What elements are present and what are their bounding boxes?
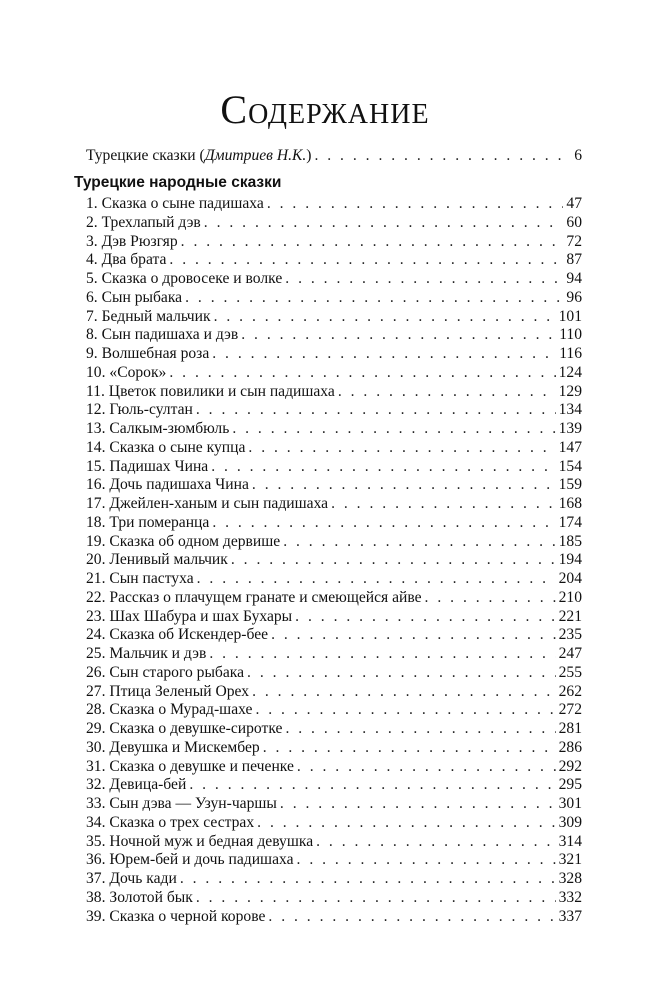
toc-entry[interactable] — [86, 833, 582, 852]
toc-entry[interactable] — [86, 533, 582, 552]
entry-page-number: 321 — [558, 851, 582, 869]
dot-leader — [181, 233, 564, 252]
toc-entry[interactable] — [86, 326, 582, 345]
dot-leader — [248, 439, 555, 458]
toc-list — [86, 195, 582, 926]
entry-title: 37. Дочь кади — [86, 870, 177, 887]
dot-leader — [180, 870, 556, 889]
toc-entry[interactable] — [86, 626, 582, 645]
toc-entry[interactable] — [86, 664, 582, 683]
dot-leader — [263, 739, 556, 758]
intro-label-close: ) — [306, 147, 312, 164]
dot-leader — [316, 833, 555, 852]
toc-entry[interactable] — [86, 758, 582, 777]
toc-entry[interactable] — [86, 308, 582, 327]
dot-leader — [185, 289, 563, 308]
entry-page-number: 60 — [566, 213, 582, 231]
dot-leader — [297, 851, 556, 870]
dot-leader — [212, 345, 556, 364]
entry-title: 31. Сказка о девушке и печенке — [86, 757, 294, 775]
entry-page-number: 47 — [566, 195, 582, 212]
entry-title: 28. Сказка о Мурад-шахе — [86, 701, 253, 719]
intro-page-number: 6 — [574, 147, 582, 164]
entry-page-number: 337 — [558, 907, 582, 925]
entry-page-number: 328 — [558, 870, 582, 887]
dot-leader — [297, 758, 556, 777]
entry-title: 25. Мальчик и дэв — [86, 645, 207, 662]
entry-title: 27. Птица Зеленый Орех — [86, 682, 250, 700]
entry-title: 32. Девица-бей — [86, 776, 187, 794]
entry-title: 23. Шах Шабура и шах Бухары — [86, 607, 293, 625]
entry-page-number: 94 — [566, 270, 582, 287]
dot-leader — [197, 570, 556, 589]
toc-entry[interactable] — [86, 701, 582, 720]
dot-leader — [425, 589, 556, 608]
entry-title: 3. Дэв Рюзгяр — [86, 232, 178, 250]
entry-page-number: 134 — [558, 401, 582, 419]
entry-page-number: 110 — [559, 326, 582, 344]
entry-title: 5. Сказка о дровосеке и волке — [86, 270, 283, 287]
toc-entry[interactable] — [86, 233, 582, 252]
entry-title: 9. Волшебная роза — [86, 345, 210, 362]
toc-entry[interactable] — [86, 570, 582, 589]
entry-title: 34. Сказка о трех сестрах — [86, 813, 255, 831]
toc-entry[interactable] — [86, 720, 582, 739]
toc-entry[interactable] — [86, 364, 582, 383]
entry-title: 14. Сказка о сыне купца — [86, 438, 246, 456]
entry-title: 13. Салкым-зюмбюль — [86, 420, 230, 437]
toc-entry[interactable] — [86, 851, 582, 870]
entry-title: 19. Сказка об одном дервише — [86, 532, 281, 550]
entry-page-number: 116 — [559, 345, 582, 362]
dot-leader — [285, 720, 555, 739]
dot-leader — [283, 533, 555, 552]
toc-entry[interactable] — [86, 870, 582, 889]
entry-page-number: 292 — [558, 757, 582, 775]
dot-leader — [212, 514, 555, 533]
entry-page-number: 301 — [558, 795, 582, 812]
dot-leader — [231, 551, 556, 570]
entry-title: 8. Сын падишаха и дэв — [86, 326, 239, 344]
dot-leader — [257, 814, 555, 833]
dot-leader — [338, 383, 556, 402]
entry-page-number: 96 — [566, 288, 582, 306]
toc-entry[interactable] — [86, 908, 582, 927]
dot-leader — [196, 401, 556, 420]
entry-page-number: 185 — [558, 532, 582, 550]
intro-label — [86, 147, 311, 166]
page-title: Содержание — [220, 87, 430, 132]
entry-page-number: 87 — [566, 251, 582, 269]
entry-page-number: 309 — [558, 813, 582, 831]
entry-title: 1. Сказка о сыне падишаха — [86, 195, 264, 212]
dot-leader — [196, 889, 556, 908]
entry-title: 20. Ленивый мальчик — [86, 551, 228, 569]
entry-page-number: 210 — [558, 588, 582, 606]
toc-entry[interactable] — [86, 383, 582, 402]
entry-title: 24. Сказка об Искендер-бее — [86, 626, 269, 644]
intro-author: Дмитриев Н.К. — [204, 147, 307, 164]
entry-page-number: 262 — [558, 682, 582, 700]
dot-leader — [189, 776, 555, 795]
entry-title: 16. Дочь падишаха Чина — [86, 476, 249, 494]
entry-page-number: 159 — [558, 476, 582, 494]
entry-page-number: 255 — [558, 663, 582, 681]
toc-entry[interactable] — [86, 551, 582, 570]
dot-leader — [169, 364, 555, 383]
entry-title: 4. Два брата — [86, 251, 167, 269]
toc-entry[interactable] — [86, 251, 582, 270]
toc-entry[interactable] — [86, 608, 582, 627]
entry-page-number: 286 — [558, 738, 582, 756]
entry-page-number: 272 — [558, 701, 582, 719]
dot-leader — [241, 326, 556, 345]
toc-entry[interactable] — [86, 795, 582, 814]
dot-leader — [169, 251, 563, 270]
entry-page-number: 247 — [558, 645, 582, 662]
toc-entry[interactable] — [86, 458, 582, 477]
toc-entry[interactable] — [86, 739, 582, 758]
toc-entry[interactable] — [86, 345, 582, 364]
entry-title: 7. Бедный мальчик — [86, 307, 211, 325]
entry-page-number: 124 — [558, 363, 582, 381]
entry-page-number: 204 — [558, 570, 582, 587]
toc-entry[interactable] — [86, 514, 582, 533]
entry-page-number: 129 — [558, 382, 582, 400]
entry-page-number: 295 — [558, 776, 582, 794]
dot-leader — [214, 308, 556, 327]
dot-leader — [314, 147, 571, 166]
entry-title: 15. Падишах Чина — [86, 457, 209, 475]
entry-page-number: 101 — [558, 307, 582, 325]
dot-leader — [268, 908, 555, 927]
toc-entry[interactable] — [86, 814, 582, 833]
dot-leader — [204, 214, 564, 233]
entry-title: 22. Рассказ о плачущем гранате и смеющейся айве — [86, 588, 422, 606]
entry-title: 39. Сказка о черной корове — [86, 907, 266, 925]
dot-leader — [232, 420, 555, 439]
entry-page-number: 221 — [558, 607, 582, 625]
entry-title: 10. «Сорок» — [86, 363, 167, 381]
entry-title: 11. Цветок повилики и сын падишаха — [86, 382, 335, 400]
dot-leader — [295, 608, 555, 627]
entry-page-number: 139 — [558, 420, 582, 437]
toc-intro-entry[interactable] — [86, 147, 582, 166]
dot-leader — [267, 195, 564, 214]
toc-entry[interactable] — [86, 476, 582, 495]
dot-leader — [209, 645, 555, 664]
dot-leader — [211, 458, 555, 477]
toc-entry[interactable] — [86, 589, 582, 608]
toc-entry[interactable] — [86, 214, 582, 233]
toc-entry[interactable] — [86, 776, 582, 795]
dot-leader — [247, 664, 556, 683]
entry-title: 30. Девушка и Мискембер — [86, 738, 260, 756]
entry-page-number: 194 — [558, 551, 582, 569]
toc-entry[interactable] — [86, 420, 582, 439]
entry-title: 36. Юрем-бей и дочь падишаха — [86, 851, 294, 869]
dot-leader — [331, 495, 556, 514]
entry-title: 21. Сын пастуха — [86, 570, 194, 587]
toc-entry[interactable] — [86, 889, 582, 908]
dot-leader — [285, 270, 563, 289]
entry-title: 26. Сын старого рыбака — [86, 663, 245, 681]
entry-title: 38. Золотой бык — [86, 888, 193, 906]
entry-page-number: 154 — [558, 457, 582, 475]
toc-entry[interactable] — [86, 270, 582, 289]
dot-leader — [271, 626, 556, 645]
entry-title: 29. Сказка о девушке-сиротке — [86, 720, 283, 737]
entry-title: 18. Три померанца — [86, 513, 210, 531]
section-heading: Турецкие народные сказки — [74, 174, 282, 191]
toc-entry[interactable] — [86, 439, 582, 458]
toc-entry[interactable] — [86, 401, 582, 420]
entry-page-number: 168 — [558, 495, 582, 512]
dot-leader — [252, 683, 556, 702]
toc-entry[interactable] — [86, 289, 582, 308]
dot-leader — [252, 476, 556, 495]
entry-page-number: 72 — [566, 232, 582, 250]
entry-title: 17. Джейлен-ханым и сын падишаха — [86, 495, 329, 512]
dot-leader — [280, 795, 556, 814]
intro-label-text: Турецкие сказки ( — [86, 147, 205, 164]
entry-title: 6. Сын рыбака — [86, 288, 183, 306]
entry-page-number: 147 — [558, 438, 582, 456]
toc-entry[interactable] — [86, 195, 582, 214]
entry-page-number: 281 — [558, 720, 582, 737]
toc-entry[interactable] — [86, 645, 582, 664]
entry-title: 33. Сын дэва — Узун-чаршы — [86, 795, 277, 812]
toc-entry[interactable] — [86, 683, 582, 702]
dot-leader — [255, 701, 555, 720]
entry-page-number: 314 — [558, 832, 582, 850]
entry-title: 12. Гюль-султан — [86, 401, 193, 419]
entry-page-number: 235 — [558, 626, 582, 644]
toc-entry[interactable] — [86, 495, 582, 514]
entry-title: 35. Ночной муж и бедная девушка — [86, 832, 314, 850]
entry-title: 2. Трехлапый дэв — [86, 213, 201, 231]
entry-page-number: 332 — [558, 888, 582, 906]
entry-page-number: 174 — [558, 513, 582, 531]
